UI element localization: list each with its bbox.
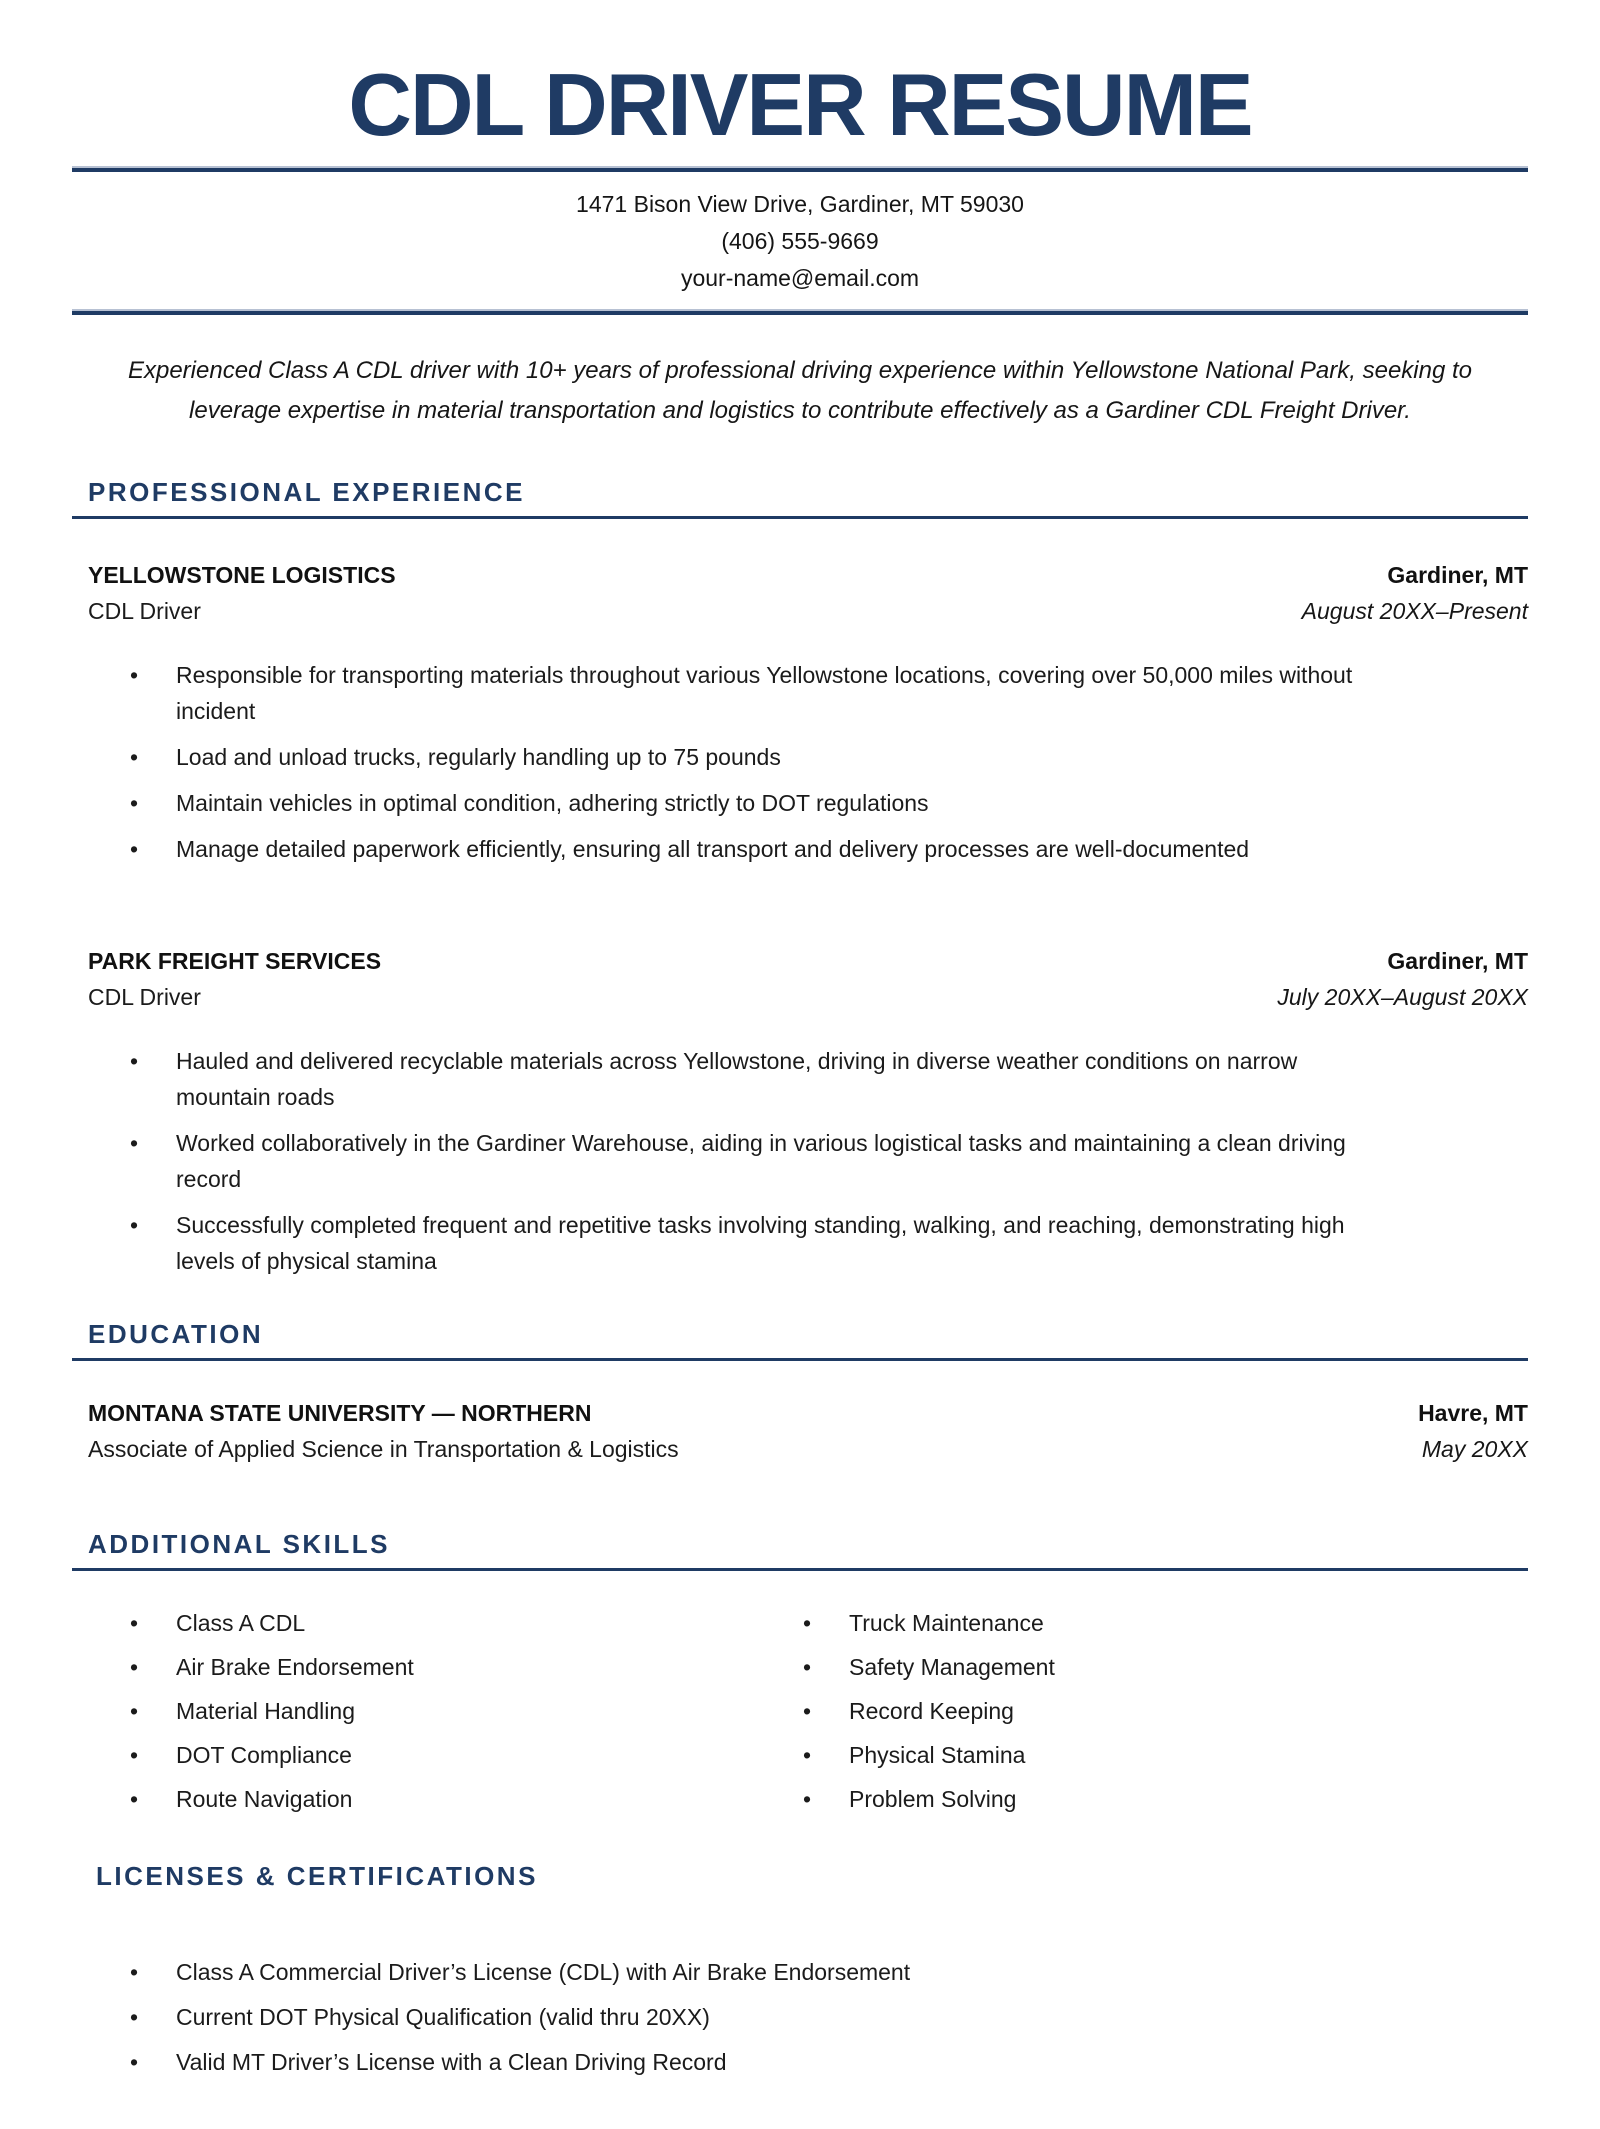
skills-grid: [72, 1601, 1528, 1821]
skill-item: • Truck Maintenance: [745, 1601, 1528, 1645]
header-divider: [72, 166, 1528, 172]
job-subheader-row: [72, 593, 1528, 629]
page-title: CDL DRIVER RESUME: [348, 55, 1252, 154]
contact-email: your-name@email.com: [680, 264, 920, 291]
skill-item: • Problem Solving: [745, 1777, 1528, 1821]
job-dates: July 20XX–August 20XX: [1277, 983, 1528, 1010]
license-item: • Current DOT Physical Qualification (valid thru 20XX): [72, 1999, 1382, 2035]
contact-phone: (406) 555-9669: [721, 227, 879, 254]
skill-item: • Record Keeping: [745, 1689, 1528, 1733]
job-role: CDL Driver: [88, 983, 201, 1010]
license-item: • Class A Commercial Driver’s License (CDL) with Air Brake Endorsement: [72, 1954, 1382, 1990]
section-heading-professional-experience: PROFESSIONAL EXPERIENCE: [72, 477, 1528, 519]
skills-column-right: [745, 1601, 1528, 1821]
section-professional-experience: [72, 477, 1528, 1279]
section-education: [72, 1319, 1528, 1467]
contact-divider: [72, 309, 1528, 315]
education-header-row: [72, 1395, 1528, 1431]
skill-item: • Air Brake Endorsement: [72, 1645, 745, 1689]
skill-item: • Class A CDL: [72, 1601, 745, 1645]
contact-address: 1471 Bison View Drive, Gardiner, MT 59030: [576, 190, 1024, 217]
skills-column-left: [72, 1601, 745, 1821]
job-subheader-row: [72, 979, 1528, 1015]
skill-item: • Safety Management: [745, 1645, 1528, 1689]
job-bullet: • Responsible for transporting materials throughout various Yellowstone locations, covering over 50,000 miles without incident: [72, 657, 1382, 729]
section-heading-additional-skills: ADDITIONAL SKILLS: [72, 1529, 1528, 1571]
license-item: • Valid MT Driver’s License with a Clean Driving Record: [72, 2044, 1382, 2080]
job-header-row: [72, 557, 1528, 593]
skill-item: • Material Handling: [72, 1689, 745, 1733]
resume-document: [0, 52, 1600, 2129]
license-list: [72, 1954, 1528, 2080]
job-bullet: • Maintain vehicles in optimal condition, adhering strictly to DOT regulations: [72, 785, 1382, 821]
section-heading-licenses-certifications: LICENSES & CERTIFICATIONS: [96, 1860, 538, 1891]
job-location: Gardiner, MT: [1387, 947, 1528, 974]
job-role: CDL Driver: [88, 597, 201, 624]
job-bullet: • Successfully completed frequent and repetitive tasks involving standing, walking, and reaching, demonstrating high levels of physical stamina: [72, 1207, 1382, 1279]
job-entry: [72, 943, 1528, 1279]
job-header-row: [72, 943, 1528, 979]
job-company: YELLOWSTONE LOGISTICS: [88, 561, 396, 588]
contact-block: [72, 186, 1528, 297]
education-degree: Associate of Applied Science in Transportation & Logistics: [88, 1435, 679, 1462]
job-bullet-list: [72, 657, 1528, 867]
skill-item: • Physical Stamina: [745, 1733, 1528, 1777]
job-bullet: • Manage detailed paperwork efficiently, ensuring all transport and delivery processes are well-documented: [72, 831, 1382, 867]
education-location: Havre, MT: [1418, 1399, 1528, 1426]
job-location: Gardiner, MT: [1387, 561, 1528, 588]
section-additional-skills: [72, 1529, 1528, 1821]
job-bullet: • Load and unload trucks, regularly handling up to 75 pounds: [72, 739, 1382, 775]
education-subheader-row: [72, 1431, 1528, 1467]
job-company: PARK FREIGHT SERVICES: [88, 947, 382, 974]
job-dates: August 20XX–Present: [1301, 597, 1528, 624]
section-heading-education: EDUCATION: [72, 1319, 1528, 1361]
section-licenses-certifications: [72, 1861, 1528, 2080]
education-school: MONTANA STATE UNIVERSITY — NORTHERN: [88, 1399, 592, 1426]
skill-item: • Route Navigation: [72, 1777, 745, 1821]
education-date: May 20XX: [1421, 1435, 1528, 1462]
job-bullet-list: [72, 1043, 1528, 1279]
summary-text: Experienced Class A CDL driver with 10+ years of professional driving experience within Yellowstone National Park, seeking to leverage expertise in material transportation and logistics to contribute effectively as a Gardiner CDL Freight Driver.: [127, 356, 1473, 424]
job-bullet: • Worked collaboratively in the Gardiner Warehouse, aiding in various logistical tasks and maintaining a clean driving record: [72, 1125, 1382, 1197]
job-entry: [72, 557, 1528, 867]
job-bullet: • Hauled and delivered recyclable materials across Yellowstone, driving in diverse weather conditions on narrow mountain roads: [72, 1043, 1382, 1115]
skill-item: • DOT Compliance: [72, 1733, 745, 1777]
